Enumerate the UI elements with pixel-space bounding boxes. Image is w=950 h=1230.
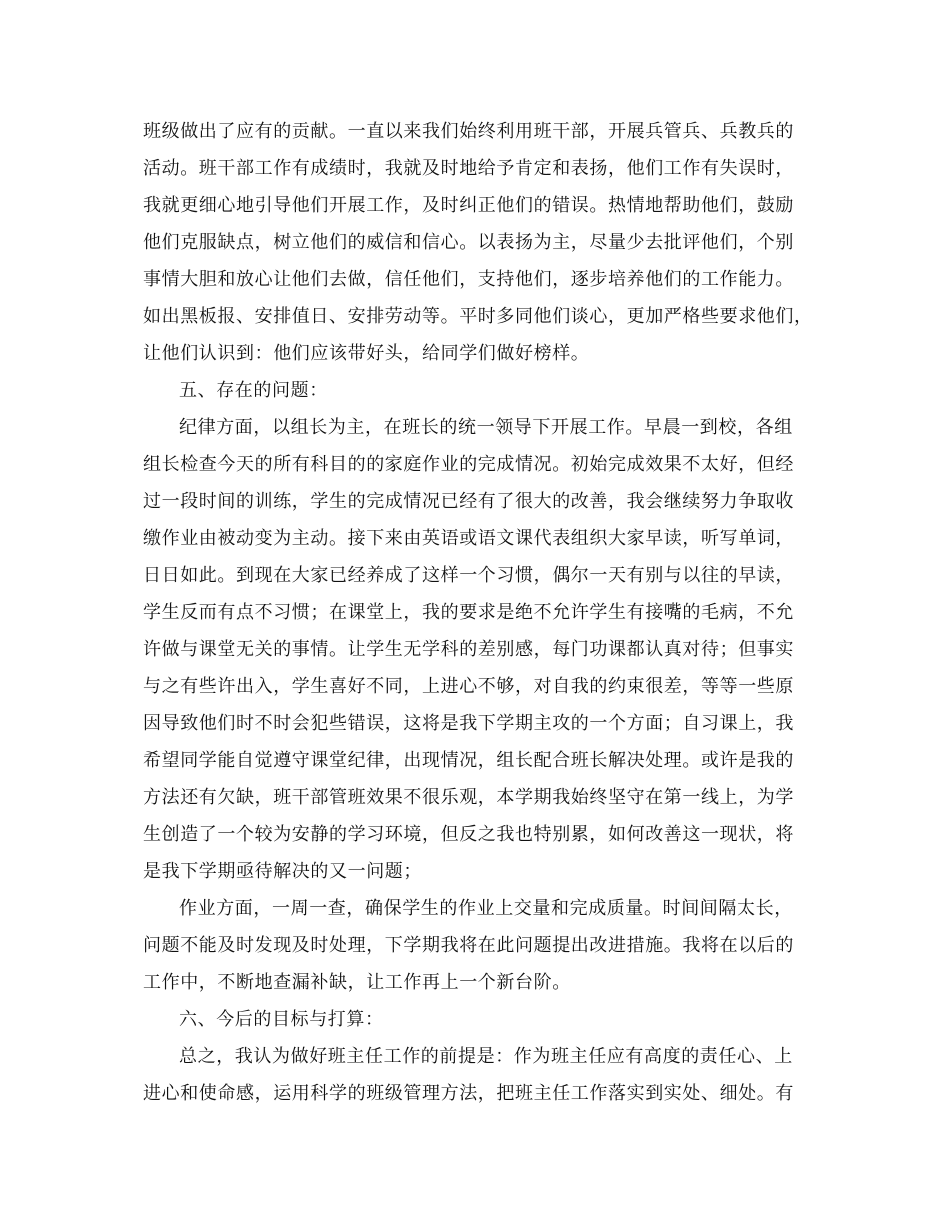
text-line: 组长检查今天的所有科目的的家庭作业的完成情况。初始完成效果不太好，但经 xyxy=(143,454,794,475)
text-line: 让他们认识到：他们应该带好头，给同学们做好榜样。 xyxy=(143,343,590,364)
text-line: 与之有些许出入，学生喜好不同，上进心不够，对自我的约束很差，等等一些原 xyxy=(143,676,794,697)
text-line: 问题不能及时发现及时处理，下学期我将在此问题提出改进措施。我将在以后的 xyxy=(143,935,794,956)
text-line: 学生反而有点不习惯；在课堂上，我的要求是绝不允许学生有接嘴的毛病，不允 xyxy=(143,602,794,623)
text-line: 希望同学能自觉遵守课堂纪律，出现情况，组长配合班长解决处理。或许是我的 xyxy=(143,750,794,771)
text-line: 过一段时间的训练，学生的完成情况已经有了很大的改善，我会继续努力争取收 xyxy=(143,491,794,512)
text-line: 是我下学期亟待解决的又一问题； xyxy=(143,861,422,882)
text-line: 总之，我认为做好班主任工作的前提是：作为班主任应有高度的责任心、上 xyxy=(179,1046,793,1067)
text-line: 我就更细心地引导他们开展工作，及时纠正他们的错误。热情地帮助他们，鼓励 xyxy=(143,195,794,216)
text-line: 班级做出了应有的贡献。一直以来我们始终利用班干部，开展兵管兵、兵教兵的 xyxy=(143,121,794,142)
text-line: 纪律方面，以组长为主，在班长的统一领导下开展工作。早晨一到校，各组 xyxy=(179,417,793,438)
text-line: 活动。班干部工作有成绩时，我就及时地给予肯定和表扬，他们工作有失误时， xyxy=(143,158,794,179)
text-line: 日日如此。到现在大家已经养成了这样一个习惯，偶尔一天有别与以往的早读， xyxy=(143,565,794,586)
text-line: 方法还有欠缺，班干部管班效果不很乐观，本学期我始终坚守在第一线上，为学 xyxy=(143,787,794,808)
section-heading: 五、存在的问题： xyxy=(179,380,328,401)
section-heading: 六、今后的目标与打算： xyxy=(179,1009,384,1030)
text-line: 如出黑板报、安排值日、安排劳动等。平时多同他们谈心，更加严格些要求他们， xyxy=(143,306,813,327)
text-line: 因导致他们时不时会犯些错误，这将是我下学期主攻的一个方面；自习课上，我 xyxy=(143,713,794,734)
text-line: 生创造了一个较为安静的学习环境，但反之我也特别累，如何改善这一现状，将 xyxy=(143,824,794,845)
text-line: 缴作业由被动变为主动。接下来由英语或语文课代表组织大家早读，听写单词， xyxy=(143,528,794,549)
text-line: 他们克服缺点，树立他们的威信和信心。以表扬为主，尽量少去批评他们，个别 xyxy=(143,232,794,253)
text-line: 许做与课堂无关的事情。让学生无学科的差别感，每门功课都认真对待；但事实 xyxy=(143,639,794,660)
text-line: 作业方面，一周一查，确保学生的作业上交量和完成质量。时间间隔太长， xyxy=(179,898,793,919)
text-line: 工作中，不断地查漏补缺，让工作再上一个新台阶。 xyxy=(143,972,571,993)
text-line: 事情大胆和放心让他们去做，信任他们，支持他们，逐步培养他们的工作能力。 xyxy=(143,269,794,290)
text-line: 进心和使命感，运用科学的班级管理方法，把班主任工作落实到实处、细处。有 xyxy=(143,1083,794,1104)
